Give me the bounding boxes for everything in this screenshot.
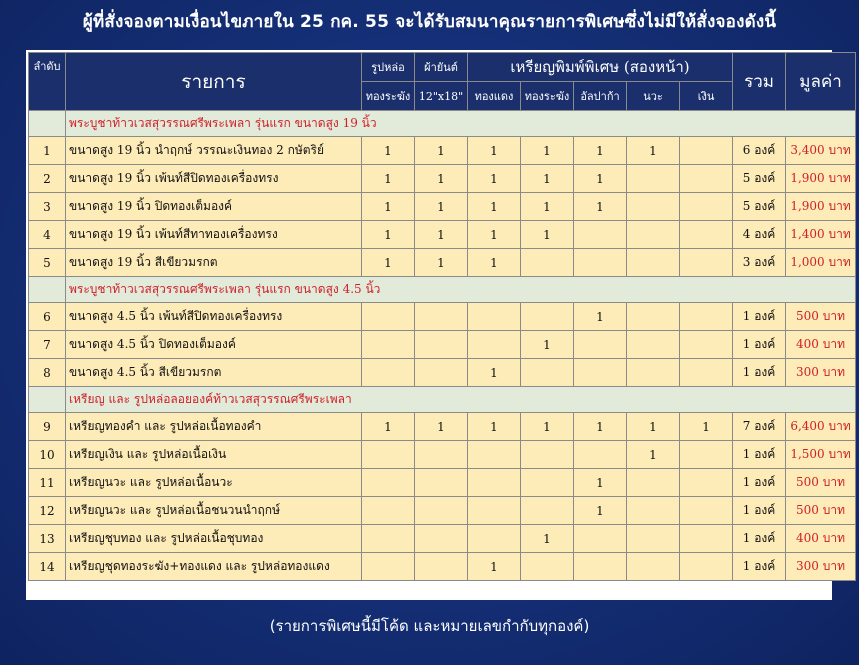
medal-nawa-count-cell [627,193,680,221]
medal-silver-count-cell [680,165,733,193]
medal-silver-count-cell [680,193,733,221]
medal-nawa-count-cell: 1 [627,137,680,165]
medal-nawa-count-cell [627,525,680,553]
medal-brass-count-cell [521,303,574,331]
cloth-count-cell: 1 [415,193,468,221]
header-medal-copper: ทองแดง [468,82,521,111]
medal-brass-count-cell [521,497,574,525]
row-total: 1 องค์ [733,359,786,387]
header-medal-group: เหรียญพิมพ์พิเศษ (สองหน้า) [468,53,733,82]
medal-nawa-count-cell [627,553,680,581]
table-row [29,221,856,249]
medal-alpaca-count-cell: 1 [574,165,627,193]
statue-count-cell: 1 [362,413,415,441]
medal-silver-count-cell: 1 [680,413,733,441]
medal-silver-count-cell [680,553,733,581]
medal-nawa-count-cell [627,249,680,277]
header-medal-alpaca: อัลปาก้า [574,82,627,111]
table-row [29,553,856,581]
statue-count-cell: 1 [362,221,415,249]
medal-alpaca-count-cell [574,553,627,581]
medal-alpaca-count-cell [574,331,627,359]
section-row [29,111,856,137]
medal-nawa-count-cell: 1 [627,441,680,469]
row-item-name: เหรียญนวะ และ รูปหล่อเนื้อชนวนนำฤกษ์ [66,497,362,525]
row-total: 5 องค์ [733,165,786,193]
statue-count-cell [362,331,415,359]
header-order: ลำดับ [29,53,66,111]
medal-alpaca-count-cell: 1 [574,497,627,525]
statue-count-cell [362,497,415,525]
header-medal-brass: ทองระฆัง [521,82,574,111]
cloth-count-cell: 1 [415,413,468,441]
medal-brass-count-cell [521,249,574,277]
row-value: 1,900 บาท [786,165,856,193]
medal-brass-count-cell: 1 [521,165,574,193]
statue-count-cell: 1 [362,165,415,193]
section-title: พระบูชาท้าวเวสสุวรรณศรีพระเพลา รุ่นแรก ขนาดสูง 19 นิ้ว [66,111,856,137]
medal-silver-count-cell [680,525,733,553]
cloth-count-cell: 1 [415,249,468,277]
medal-silver-count-cell [680,137,733,165]
header-item: รายการ [66,53,362,111]
row-total: 1 องค์ [733,331,786,359]
medal-nawa-count-cell [627,221,680,249]
row-item-name: เหรียญนวะ และ รูปหล่อเนื้อนวะ [66,469,362,497]
cloth-count-cell [415,359,468,387]
medal-copper-count-cell [468,469,521,497]
cloth-count-cell: 1 [415,165,468,193]
medal-alpaca-count-cell: 1 [574,303,627,331]
header-value: มูลค่า [786,53,856,111]
row-item-name: เหรียญชุบทอง และ รูปหล่อเนื้อชุบทอง [66,525,362,553]
row-item-name: ขนาดสูง 19 นิ้ว เพ้นท์สีปิดทองเครื่องทรง [66,165,362,193]
cloth-count-cell [415,553,468,581]
cloth-count-cell [415,303,468,331]
cloth-count-cell [415,469,468,497]
medal-brass-count-cell: 1 [521,413,574,441]
row-item-name: ขนาดสูง 19 นิ้ว ปิดทองเต็มองค์ [66,193,362,221]
statue-count-cell [362,469,415,497]
cloth-count-cell [415,441,468,469]
table-row [29,413,856,441]
medal-copper-count-cell: 1 [468,359,521,387]
medal-alpaca-count-cell: 1 [574,193,627,221]
offer-table-frame [26,50,851,600]
row-total: 1 องค์ [733,553,786,581]
row-value: 1,000 บาท [786,249,856,277]
table-row [29,193,856,221]
table-row [29,497,856,525]
row-value: 300 บาท [786,359,856,387]
medal-brass-count-cell: 1 [521,137,574,165]
table-row [29,525,856,553]
section-spacer [29,387,66,413]
row-number: 8 [29,359,66,387]
row-total: 1 องค์ [733,469,786,497]
cloth-count-cell: 1 [415,137,468,165]
row-value: 500 บาท [786,497,856,525]
row-number: 1 [29,137,66,165]
medal-copper-count-cell [468,303,521,331]
row-item-name: ขนาดสูง 19 นิ้ว เพ้นท์สีทาทองเครื่องทรง [66,221,362,249]
table-row [29,137,856,165]
medal-silver-count-cell [680,359,733,387]
medal-alpaca-count-cell: 1 [574,137,627,165]
medal-copper-count-cell: 1 [468,137,521,165]
statue-count-cell: 1 [362,193,415,221]
medal-silver-count-cell [680,497,733,525]
row-number: 2 [29,165,66,193]
row-total: 1 องค์ [733,525,786,553]
medal-alpaca-count-cell: 1 [574,413,627,441]
table-row [29,303,856,331]
row-number: 9 [29,413,66,441]
header-statue-top: รูปหล่อ [362,53,415,82]
header-cloth-top: ผ้ายันต์ [415,53,468,82]
table-row [29,165,856,193]
medal-alpaca-count-cell [574,221,627,249]
row-number: 6 [29,303,66,331]
medal-silver-count-cell [680,331,733,359]
statue-count-cell [362,359,415,387]
medal-alpaca-count-cell [574,525,627,553]
medal-nawa-count-cell [627,303,680,331]
row-item-name: ขนาดสูง 19 นิ้ว นำฤกษ์ วรรณะเงินทอง 2 กษัตริย์ [66,137,362,165]
page-heading: ผู้ที่สั่งจองตามเงื่อนไขภายใน 25 กค. 55 จะได้รับสมนาคุณรายการพิเศษซึ่งไม่มีให้สั่งจองดังนี้ [82,12,777,32]
row-value: 500 บาท [786,469,856,497]
row-number: 5 [29,249,66,277]
row-total: 1 องค์ [733,441,786,469]
medal-copper-count-cell [468,441,521,469]
row-value: 500 บาท [786,303,856,331]
row-total: 3 องค์ [733,249,786,277]
row-number: 4 [29,221,66,249]
row-value: 3,400 บาท [786,137,856,165]
medal-silver-count-cell [680,441,733,469]
offer-table [28,52,856,581]
row-value: 400 บาท [786,331,856,359]
medal-brass-count-cell: 1 [521,193,574,221]
header-total: รวม [733,53,786,111]
statue-count-cell [362,441,415,469]
header-medal-silver: เงิน [680,82,733,111]
row-total: 5 องค์ [733,193,786,221]
row-value: 1,500 บาท [786,441,856,469]
medal-brass-count-cell [521,441,574,469]
row-item-name: ขนาดสูง 4.5 นิ้ว เพ้นท์สีปิดทองเครื่องทรง [66,303,362,331]
medal-alpaca-count-cell: 1 [574,469,627,497]
medal-copper-count-cell: 1 [468,221,521,249]
table-row [29,359,856,387]
row-total: 1 องค์ [733,497,786,525]
medal-nawa-count-cell [627,165,680,193]
row-total: 7 องค์ [733,413,786,441]
medal-brass-count-cell [521,553,574,581]
table-row [29,441,856,469]
row-number: 7 [29,331,66,359]
row-item-name: เหรียญชุดทองระฆัง+ทองแดง และ รูปหล่อทองแดง [66,553,362,581]
row-item-name: ขนาดสูง 19 นิ้ว สีเขียวมรกต [66,249,362,277]
row-number: 11 [29,469,66,497]
medal-copper-count-cell: 1 [468,193,521,221]
table-row [29,249,856,277]
table-row [29,469,856,497]
medal-silver-count-cell [680,221,733,249]
medal-nawa-count-cell: 1 [627,413,680,441]
medal-nawa-count-cell [627,469,680,497]
header-medal-nawa: นวะ [627,82,680,111]
medal-alpaca-count-cell [574,441,627,469]
row-number: 14 [29,553,66,581]
medal-nawa-count-cell [627,359,680,387]
medal-nawa-count-cell [627,497,680,525]
cloth-count-cell [415,331,468,359]
footer-note: (รายการพิเศษนี้มีโค้ด และหมายเลขกำกับทุกองค์) [269,617,590,635]
row-value: 400 บาท [786,525,856,553]
medal-silver-count-cell [680,469,733,497]
statue-count-cell [362,553,415,581]
cloth-count-cell: 1 [415,221,468,249]
medal-alpaca-count-cell [574,359,627,387]
medal-silver-count-cell [680,303,733,331]
row-total: 6 องค์ [733,137,786,165]
row-value: 6,400 บาท [786,413,856,441]
statue-count-cell [362,303,415,331]
cloth-count-cell [415,497,468,525]
medal-copper-count-cell [468,331,521,359]
medal-brass-count-cell [521,359,574,387]
medal-nawa-count-cell [627,331,680,359]
section-spacer [29,111,66,137]
medal-copper-count-cell [468,525,521,553]
row-value: 1,900 บาท [786,193,856,221]
medal-copper-count-cell: 1 [468,165,521,193]
medal-silver-count-cell [680,249,733,277]
cloth-count-cell [415,525,468,553]
section-row [29,277,856,303]
row-total: 1 องค์ [733,303,786,331]
medal-copper-count-cell: 1 [468,249,521,277]
row-number: 13 [29,525,66,553]
section-title: เหรียญ และ รูปหล่อลอยองค์ท้าวเวสสุวรรณศรีพระเพลา [66,387,856,413]
medal-brass-count-cell: 1 [521,331,574,359]
header-statue-bottom: ทองระฆัง [362,82,415,111]
row-item-name: เหรียญทองคำ และ รูปหล่อเนื้อทองคำ [66,413,362,441]
row-item-name: เหรียญเงิน และ รูปหล่อเนื้อเงิน [66,441,362,469]
medal-copper-count-cell [468,497,521,525]
row-item-name: ขนาดสูง 4.5 นิ้ว ปิดทองเต็มองค์ [66,331,362,359]
medal-copper-count-cell: 1 [468,413,521,441]
row-number: 3 [29,193,66,221]
medal-brass-count-cell: 1 [521,525,574,553]
section-row [29,387,856,413]
row-value: 1,400 บาท [786,221,856,249]
medal-alpaca-count-cell [574,249,627,277]
statue-count-cell: 1 [362,249,415,277]
medal-brass-count-cell: 1 [521,221,574,249]
row-number: 10 [29,441,66,469]
header-cloth-bottom: 12"x18" [415,82,468,111]
row-total: 4 องค์ [733,221,786,249]
section-title: พระบูชาท้าวเวสสุวรรณศรีพระเพลา รุ่นแรก ขนาดสูง 4.5 นิ้ว [66,277,856,303]
section-spacer [29,277,66,303]
row-item-name: ขนาดสูง 4.5 นิ้ว สีเขียวมรกต [66,359,362,387]
medal-brass-count-cell [521,469,574,497]
row-number: 12 [29,497,66,525]
statue-count-cell: 1 [362,137,415,165]
table-body [29,111,856,581]
table-row [29,331,856,359]
row-value: 300 บาท [786,553,856,581]
medal-copper-count-cell: 1 [468,553,521,581]
statue-count-cell [362,525,415,553]
